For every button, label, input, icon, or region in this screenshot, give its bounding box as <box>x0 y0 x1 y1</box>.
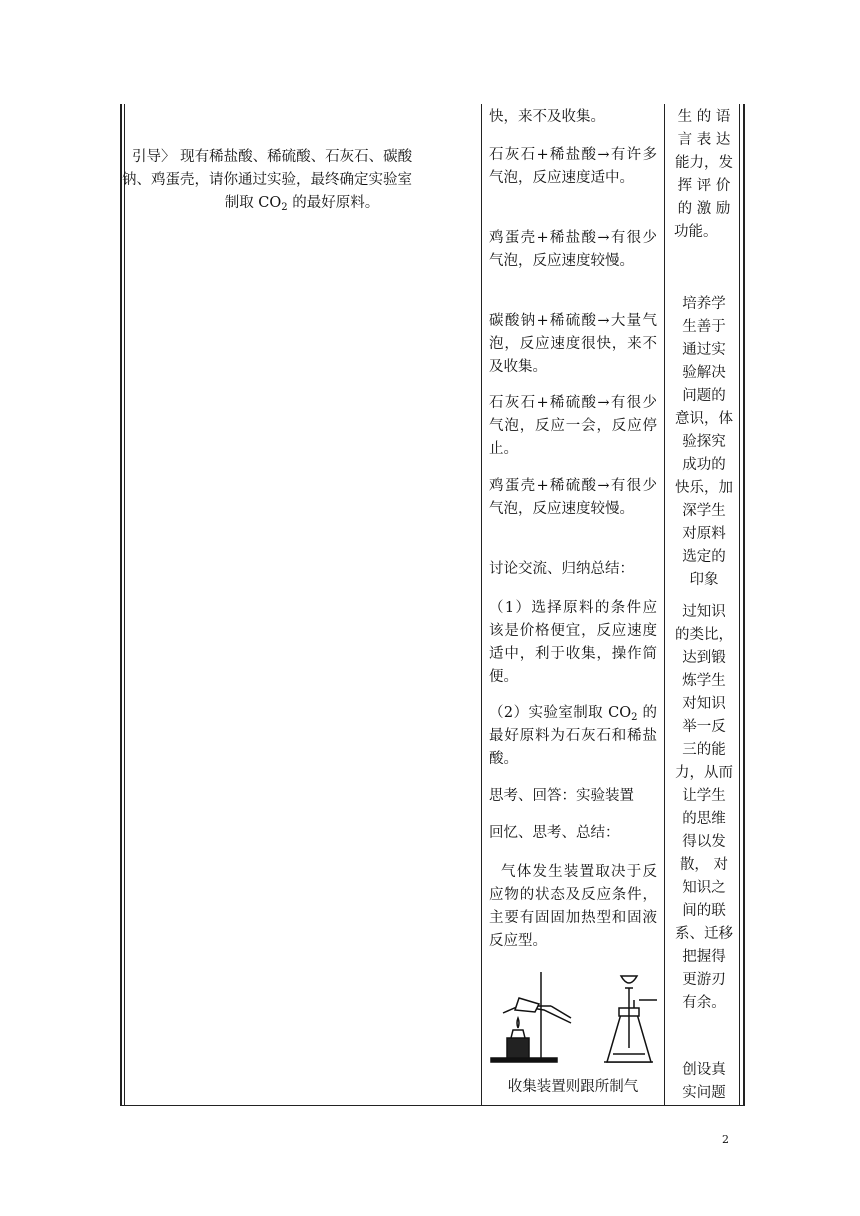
table-left-border-inner <box>124 104 125 1106</box>
guidance-text <box>122 146 472 215</box>
guidance-line-3: 制取 $CO_2$ 的最好原料。 <box>224 195 380 213</box>
student-activity-p3: 鸡蛋壳+稀盐酸→有很少气泡，反应速度较慢。 <box>489 230 657 269</box>
student-activity-p2: 石灰石+稀盐酸→有许多气泡，反应速度适中。 <box>489 147 657 186</box>
design-intent-block-4: 创设真 实问题 <box>682 1062 726 1101</box>
solid-liquid-apparatus <box>604 976 657 1062</box>
student-activity-p8: （1）选择原料的条件应该是价格便宜，反应速度适中，利于收集，操作简便。 <box>489 600 657 685</box>
student-activity-p10: 思考、回答：实验装置 <box>489 788 634 804</box>
student-activity-p9: （2）实验室制取 $CO_2$ 的最好原料为石灰石和稀盐酸。 <box>489 705 657 767</box>
table-left-border <box>120 104 122 1106</box>
table-right-border <box>743 104 745 1106</box>
student-activity-p4: 碳酸钠+稀硫酸→大量气泡，反应速度很快，来不及收集。 <box>489 313 657 375</box>
column-divider-2 <box>664 104 665 1106</box>
design-intent-block-2: 培养学 生善于 通过实 验解决 问题的 意识，体 验探究 成功的 快乐，加 深学生 对原料 选定的 印象 <box>675 296 733 588</box>
design-intent-block-1: 生 的 语 言 表 达 能力，发 挥 评 价 的 激 励 功能。 <box>674 109 733 240</box>
design-intent-block-3: 过知识 的类比， 达到锻 炼学生 对知识 举一反 三的能 力，从而 让学生 的思维 得以发 散， 对 知识之 间的联 系、迁移 把握得 更游刃 有余。 <box>675 604 733 1011</box>
heating-apparatus <box>491 972 571 1062</box>
student-activity-p6: 鸡蛋壳+稀硫酸→有很少气泡，反应速度较慢。 <box>489 478 657 517</box>
student-activity-p1: 快，来不及收集。 <box>489 109 605 125</box>
student-activity-p13: 收集装置则跟所制气 <box>507 1079 639 1095</box>
column-divider-1 <box>481 104 482 1106</box>
student-activity-p7: 讨论交流、归纳总结： <box>489 561 634 577</box>
guidance-line-2: 钠、鸡蛋壳，请你通过实验，最终确定实验室 <box>122 172 412 188</box>
page-number: 2 <box>722 1133 729 1146</box>
student-activity-p11: 回忆、思考、总结： <box>489 825 620 841</box>
student-activity-p5: 石灰石+稀硫酸→有很少气泡，反应一会，反应停止。 <box>489 395 657 457</box>
lab-apparatus-illustration <box>489 968 657 1068</box>
table-bottom-border <box>120 1105 745 1106</box>
student-activity-p12: 气体发生装置取决于反应物的状态及反应条件，主要有固固加热型和固液反应型。 <box>489 864 657 949</box>
table-right-border-inner <box>739 104 740 1106</box>
guidance-line-1: 引导〉 现有稀盐酸、稀硫酸、石灰石、碳酸 <box>132 149 413 165</box>
